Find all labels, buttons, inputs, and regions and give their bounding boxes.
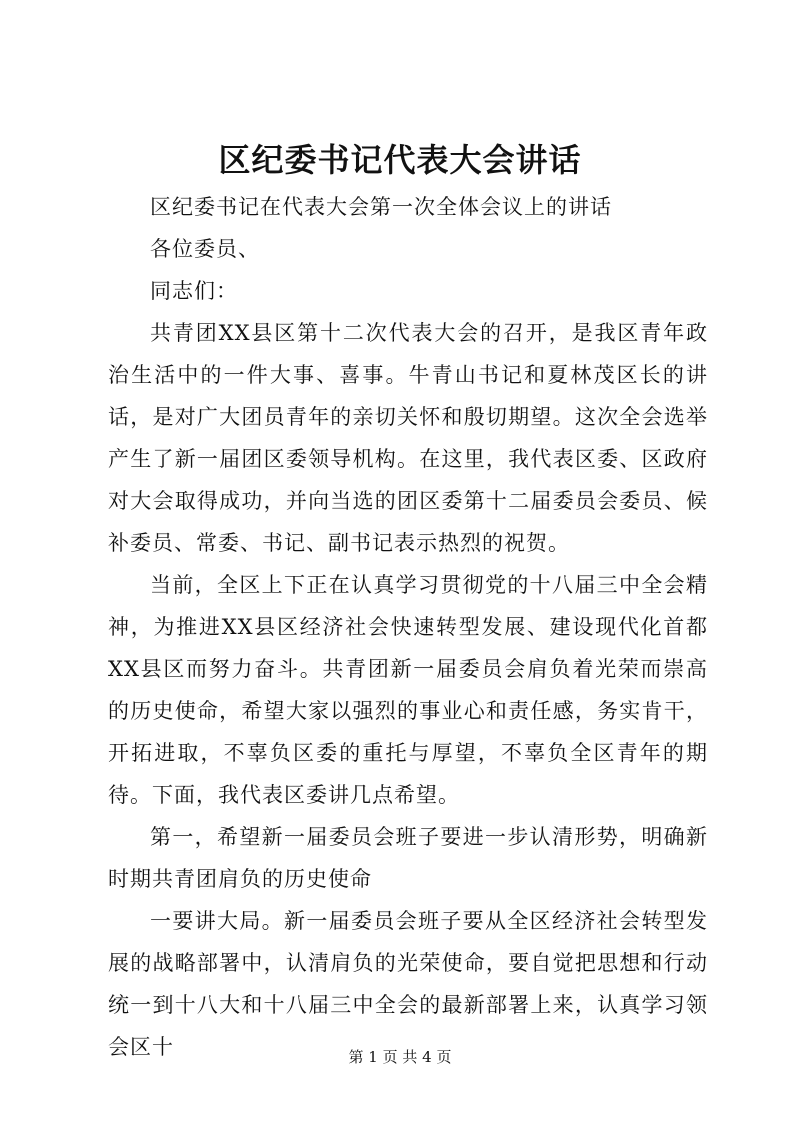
body-paragraph: 共青团XX县区第十二次代表大会的召开，是我区青年政治生活中的一件大事、喜事。牛青山书记和夏林茂区长的讲话，是对广大团员青年的亲切关怀和殷切期望。这次全会选举产生了新一届团区委领导机构。在这里，我代表区委、区政府对大会取得成功，并向当选的团区委第十二届委员会委员、候补委员、常委、书记、副书记表示热烈的祝贺。 [108, 321, 708, 555]
section-heading: 第一，希望新一届委员会班子要进一步认清形势，明确新时期共青团肩负的历史使命 [108, 825, 708, 891]
body-paragraph: 一要讲大局。新一届委员会班子要从全区经济社会转型发展的战略部署中，认清肩负的光荣使命，要自觉把思想和行动统一到十八大和十八届三中全会的最新部署上来，认真学习领会区十 [108, 909, 708, 1059]
document-subtitle: 区纪委书记在代表大会第一次全体会议上的讲话 [150, 195, 612, 219]
salutation-line: 各位委员、 [150, 237, 260, 261]
salutation-line: 同志们： [150, 279, 238, 303]
body-paragraph: 当前，全区上下正在认真学习贯彻党的十八届三中全会精神，为推进XX县区经济社会快速转型发展、建设现代化首都XX县区而努力奋斗。共青团新一届委员会肩负着光荣而崇高的历史使命，希望大家以强烈的事业心和责任感，务实肯干，开拓进取，不辜负区委的重托与厚望，不辜负全区青年的期待。下面，我代表区委讲几点希望。 [108, 573, 708, 807]
page-footer: 第 1 页 共 4 页 [348, 1048, 452, 1066]
document-body [108, 186, 708, 1068]
document-title: 区纪委书记代表大会讲话 [218, 141, 582, 179]
